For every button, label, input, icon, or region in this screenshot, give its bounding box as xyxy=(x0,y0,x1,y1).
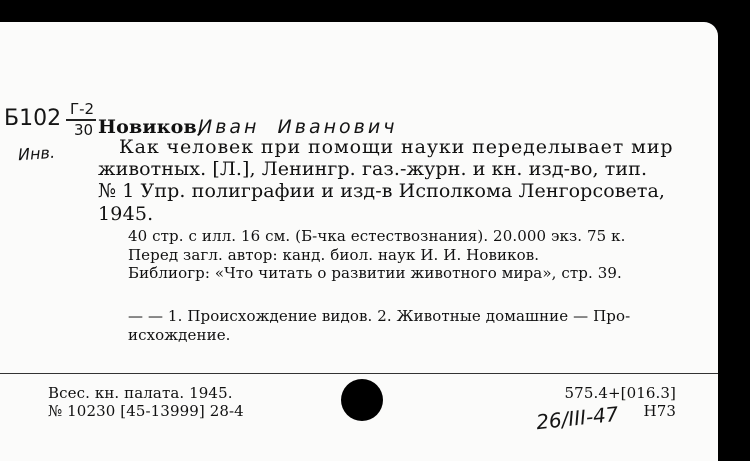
title-line-4: 1945. xyxy=(98,203,154,225)
details-line-2: Перед загл. автор: канд. биол. наук И. И. Новиков. xyxy=(128,246,540,264)
author-printed: Новиков, xyxy=(98,116,204,138)
call-number: Б102 xyxy=(4,106,62,131)
subject-line-1: — — 1. Происхождение видов. 2. Животные домашние — Про- xyxy=(128,307,631,325)
catalog-card xyxy=(0,22,718,461)
details-line-1: 40 стр. с илл. 16 см. (Б-чка естествознания). 20.000 экз. 75 к. xyxy=(128,227,626,245)
footer-left-line-1: Всес. кн. палата. 1945. xyxy=(48,384,233,402)
author-handwritten: Иван Иванович xyxy=(198,116,398,138)
title-line-3: № 1 Упр. полиграфии и изд-в Исполкома Ленгорсовета, xyxy=(98,180,666,202)
title-line-1: Как человек при помощи науки переделывает мир xyxy=(119,136,674,158)
footer-right-line-1: 575.4+[016.3] xyxy=(564,384,676,402)
call-fraction-bottom: 30 xyxy=(74,121,94,139)
title-line-2: животных. [Л.], Ленингр. газ.-журн. и кн. изд-во, тип. xyxy=(98,158,648,180)
handwritten-mark-left: Инв. xyxy=(17,142,56,165)
subject-line-2: исхождение. xyxy=(128,326,231,344)
footer-left-line-2: № 10230 [45-13999] 28-4 xyxy=(48,402,244,420)
details-line-3: Библиогр: «Что читать о развитии животного мира», стр. 39. xyxy=(128,264,622,282)
punch-hole xyxy=(341,379,383,421)
footer-divider xyxy=(0,373,718,374)
footer-right-line-2: Н73 xyxy=(643,402,676,420)
handwritten-bottom: 26/III-47 xyxy=(534,401,620,435)
call-fraction-top: Г-2 xyxy=(70,100,95,118)
